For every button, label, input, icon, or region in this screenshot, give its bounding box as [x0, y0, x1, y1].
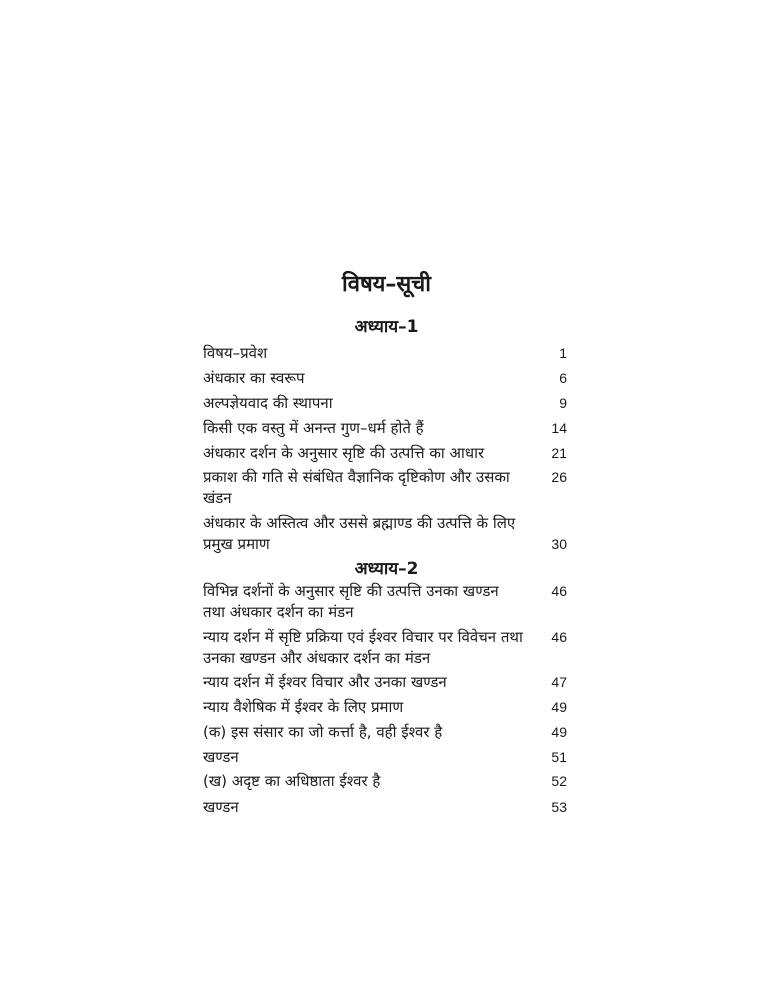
toc-entry — [203, 343, 567, 364]
toc-entry — [203, 513, 567, 555]
toc-entry-title: खण्डन — [203, 798, 239, 816]
toc-entry-title: (क) इस संसार का जो कर्त्ता है, वही ईश्वर है — [203, 723, 443, 741]
toc-entry-page: 9 — [559, 395, 567, 411]
toc-entry-page: 53 — [551, 799, 567, 815]
toc-entry-page: 51 — [551, 749, 567, 765]
toc-entry — [203, 368, 567, 389]
toc-entry-page: 46 — [551, 629, 567, 645]
toc-entry — [203, 722, 567, 743]
toc-entry-page: 6 — [559, 370, 567, 386]
toc-entry-title: अंधकार के अस्तित्व और उससे ब्रह्माण्ड की उत्पत्ति के लिए प्रमुख प्रमाण — [203, 514, 516, 553]
toc-entry-page: 30 — [551, 536, 567, 552]
toc-entry-page: 1 — [559, 345, 567, 361]
toc-entry-title: प्रकाश की गति से संबंधित वैज्ञानिक दृष्टिकोण और उसका खंडन — [203, 468, 510, 507]
toc-entry-title: अंधकार का स्वरूप — [203, 369, 305, 387]
toc-entry-title: न्याय दर्शन में ईश्वर विचार और उनका खण्डन — [203, 673, 447, 691]
toc-entry-title: विभिन्न दर्शनों के अनुसार सृष्टि की उत्पत्ति उनका खण्डन तथा अंधकार दर्शन का मंडन — [203, 582, 499, 621]
toc-entry-page: 52 — [551, 773, 567, 789]
toc-entry — [203, 443, 567, 464]
chapter-heading-2: अध्याय–2 — [354, 559, 419, 579]
toc-entry — [203, 627, 567, 669]
toc-entry — [203, 581, 567, 623]
toc-entry-page: 26 — [551, 469, 567, 485]
toc-entry-page: 14 — [551, 420, 567, 436]
chapter-heading-1: अध्याय–1 — [354, 317, 419, 337]
toc-entry — [203, 771, 567, 792]
toc-entry-title: विषय–प्रवेश — [203, 344, 268, 362]
toc-entry-title: अंधकार दर्शन के अनुसार सृष्टि की उत्पत्ति का आधार — [203, 444, 485, 462]
toc-entry — [203, 747, 567, 768]
toc-entry — [203, 797, 567, 818]
toc-entry-title: खण्डन — [203, 748, 239, 766]
toc-entry — [203, 467, 567, 509]
toc-entry-title: न्याय वैशेषिक में ईश्वर के लिए प्रमाण — [203, 698, 404, 716]
toc-entry-page: 21 — [551, 445, 567, 461]
toc-entry — [203, 672, 567, 693]
toc-entry-page: 47 — [551, 674, 567, 690]
toc-entry-title: (ख) अदृष्ट का अधिष्ठाता ईश्वर है — [203, 772, 381, 790]
toc-entry-title: अल्पज्ञेयवाद की स्थापना — [203, 394, 333, 412]
toc-entry — [203, 697, 567, 718]
page-title: विषय–सूची — [342, 272, 431, 297]
toc-entry — [203, 393, 567, 414]
toc-entry — [203, 418, 567, 439]
toc-entry-title: न्याय दर्शन में सृष्टि प्रक्रिया एवं ईश्वर विचार पर विवेचन तथा उनका खण्डन और अंधकार दर्शन का मंडन — [203, 628, 523, 667]
toc-entry-title: किसी एक वस्तु में अनन्त गुण–धर्म होते हैं — [203, 419, 424, 437]
toc-entry-page: 49 — [551, 699, 567, 715]
toc-entry-page: 46 — [551, 583, 567, 599]
toc-entry-page: 49 — [551, 724, 567, 740]
